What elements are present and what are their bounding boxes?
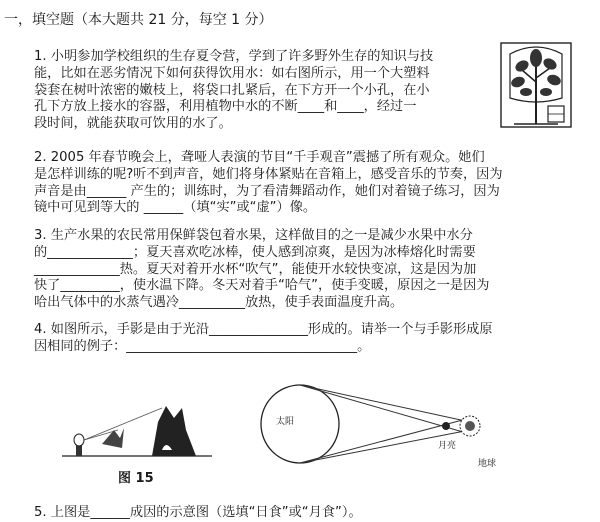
q3-line: 的_____________；夏天喜欢吃冰棒，使人感到凉爽，是因为冰棒熔化时需要 (34, 244, 476, 260)
section-title: 一，填空题（本大题共 21 分，每空 1 分） (4, 12, 273, 28)
question-5: 5. 上图是______成因的示意图（选填“日食”或“月食”）。 (34, 505, 362, 520)
q3-line: 哈出气体中的水蒸气遇冷__________放热，使手表面温度升高。 (34, 295, 404, 311)
figure-caption: 图 15 (118, 471, 154, 486)
q3-line: _____________热。夏天对着开水杯“吹气”，能使开水较快变凉，这是因为加 (34, 261, 477, 277)
question-3 (34, 228, 554, 312)
q4-line: 4. 如图所示，手影是由于光沿_______________形成的。请举一个与手影形成原 (34, 322, 493, 337)
hand-shadow-figure (62, 400, 212, 460)
question-4 (34, 322, 554, 356)
q2-line: 镜中可见到等大的 ______（填“实”或“虚”）像。 (34, 200, 317, 216)
moon-label: 月亮 (438, 441, 457, 451)
sun-label: 太阳 (276, 417, 295, 427)
q1-line: 袋套在树叶浓密的嫩枝上，将袋口扎紧后，在下方开一个小孔，在小 (34, 82, 430, 98)
q1-line: 1. 小明参加学校组织的生存夏令营，学到了许多野外生存的知识与技 (34, 49, 434, 64)
question-1 (34, 49, 504, 133)
earth-label: 地球 (478, 459, 497, 469)
question-2 (34, 150, 554, 217)
q3-line: 快了_________，使水温下降。冬天对着手“哈气”，使手变暖，原因之一是因为 (34, 278, 490, 294)
q1-line: 能，比如在恶劣情况下如何获得饮用水：如右图所示，用一个大塑料 (34, 65, 430, 81)
q4-line: 因相同的例子：___________________________________。 (34, 338, 371, 354)
plant-bag-illustration (500, 42, 572, 128)
q1-line: 段时间，就能获取可饮用的水了。 (34, 116, 232, 132)
q2-line: 声音是由______ 产生的；训练时，为了看清舞蹈动作，她们对着镜子练习，因为 (34, 183, 500, 199)
q2-line: 是怎样训练的呢?听不到声音，她们将身体紧贴在音箱上，感受音乐的节奏，因为 (34, 166, 503, 182)
q2-line: 2. 2005 年春节晚会上，聋哑人表演的节目“千手观音”震撼了所有观众。她们 (34, 150, 485, 165)
q1-line: 孔下方放上接水的容器，利用植物中水的不断____和____，经过一 (34, 99, 417, 115)
q3-line: 3. 生产水果的农民常用保鲜袋包着水果，这样做目的之一是减少水果中水分 (34, 228, 473, 243)
